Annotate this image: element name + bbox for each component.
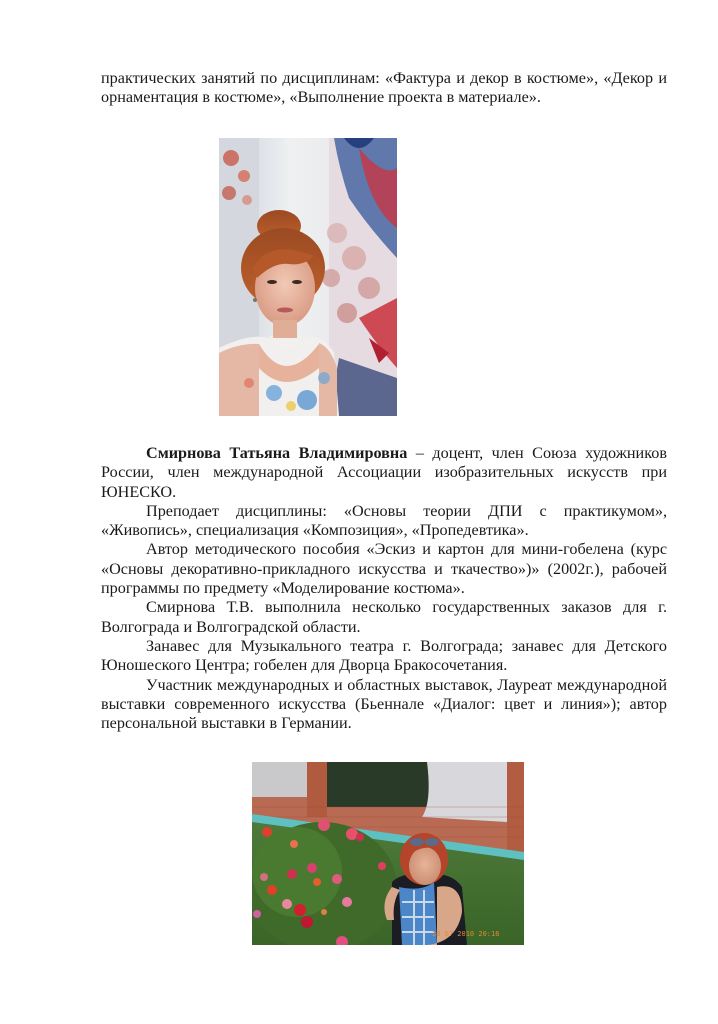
- bio-paragraph-orders: Смирнова Т.В. выполнила несколько государственных заказов для г. Волгограда и Волгоградской области.: [101, 598, 667, 636]
- photo-timestamp: 28 07 2010 20:16: [432, 930, 500, 938]
- bio-paragraph-exhibitions: Участник международных и областных выставок, Лауреат международной выставки современного искусства (Бьеннале «Диалог: цвет и линия»); автор персональной выставки в Германии.: [101, 675, 667, 733]
- bio-intro-text: – доцент, член Союза художников России, член международной Ассоциации изобразительных искусств при ЮНЕСКО.: [101, 444, 667, 501]
- intro-paragraph: практических занятий по дисциплинам: «Фактура и декор в костюме», «Декор и орнаментация в костюме», «Выполнение проекта в материале».: [101, 69, 667, 107]
- portrait-photo: [219, 138, 397, 416]
- bio-intro-paragraph: [101, 444, 667, 502]
- garden-image: [252, 762, 524, 945]
- bio-text-block: [101, 444, 667, 733]
- bio-paragraph-disciplines: Преподает дисциплины: «Основы теории ДПИ с практикумом», «Живопись», специализация «Композиция», «Пропедевтика».: [101, 501, 667, 540]
- person-name: Смирнова Татьяна Владимировна: [146, 444, 408, 462]
- garden-photo: [252, 762, 524, 945]
- portrait-image: [219, 138, 397, 416]
- bio-paragraph-works: Занавес для Музыкального театра г. Волгограда; занавес для Детского Юношеского Центра; гобелен для Дворца Бракосочетания.: [101, 636, 667, 675]
- intro-text-block: [101, 69, 667, 108]
- bio-paragraph-publications: Автор методического пособия «Эскиз и картон для мини-гобелена (курс «Основы декоративно-прикладного искусства и ткачество»)» (2002г.), рабочей программы по предмету «Моделирование костюма».: [101, 540, 667, 598]
